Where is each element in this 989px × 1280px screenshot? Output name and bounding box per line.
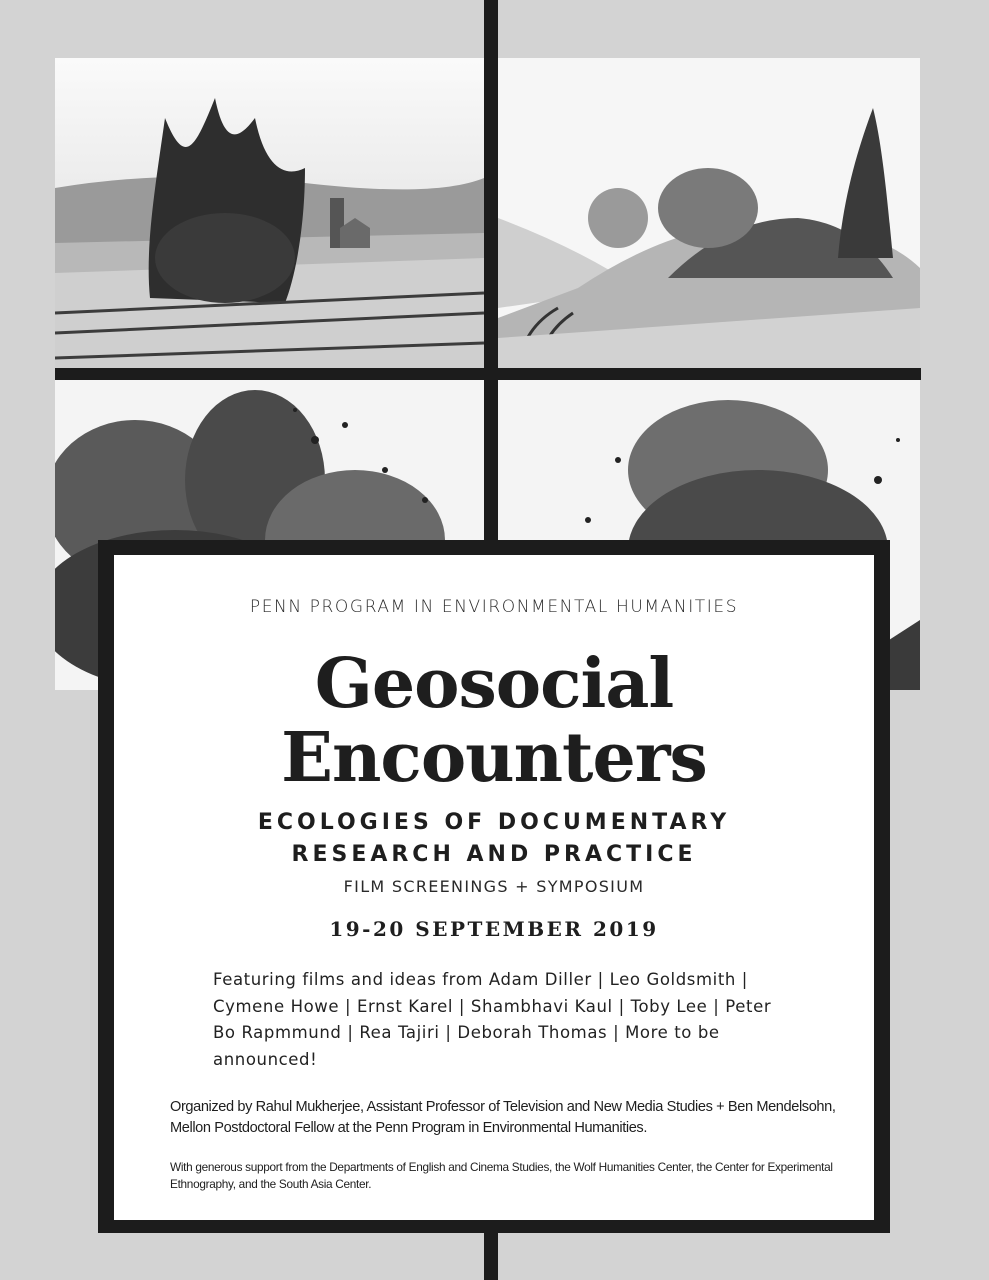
program-name: PENN PROGRAM IN ENVIRONMENTAL HUMANITIES (249, 597, 739, 617)
info-panel (114, 555, 874, 1220)
event-type: FILM SCREENINGS + SYMPOSIUM (343, 877, 645, 896)
title-line-1: Geosocial (314, 644, 674, 724)
photo-explosion-track-curve (498, 58, 920, 368)
organizers: Organized by Rahul Mukherjee, Assistant Professor of Television and New Media Studies + Ben Mendelsohn, Mellon Postdoctoral Fellow at the Penn Program in Environmental Humanities. (170, 1099, 836, 1136)
featuring-list: Featuring films and ideas from Adam Diller | Leo Goldsmith | Cymene Howe | Ernst Karel | Shambhavi Kaul | Toby Lee | Peter Bo Rapmmund | Rea Tajiri | Deborah Thomas | More to be announced! (213, 970, 772, 1069)
subtitle-line-2: RESEARCH AND PRACTICE (291, 842, 697, 867)
frame-divider-vertical-top (484, 0, 498, 545)
event-date: 19-20 SEPTEMBER 2019 (329, 917, 659, 941)
support-credits: With generous support from the Departments of English and Cinema Studies, the Wolf Humanities Center, the Center for Experimental Ethnography, and the South Asia Center. (170, 1160, 833, 1191)
frame-divider-vertical-bottom (484, 1232, 498, 1280)
subtitle-line-1: ECOLOGIES OF DOCUMENTARY (257, 810, 731, 835)
photo-explosion-railroad (55, 58, 484, 368)
frame-divider-horizontal (55, 368, 921, 380)
info-panel-frame (98, 540, 890, 1233)
title-line-2: Encounters (281, 718, 707, 798)
